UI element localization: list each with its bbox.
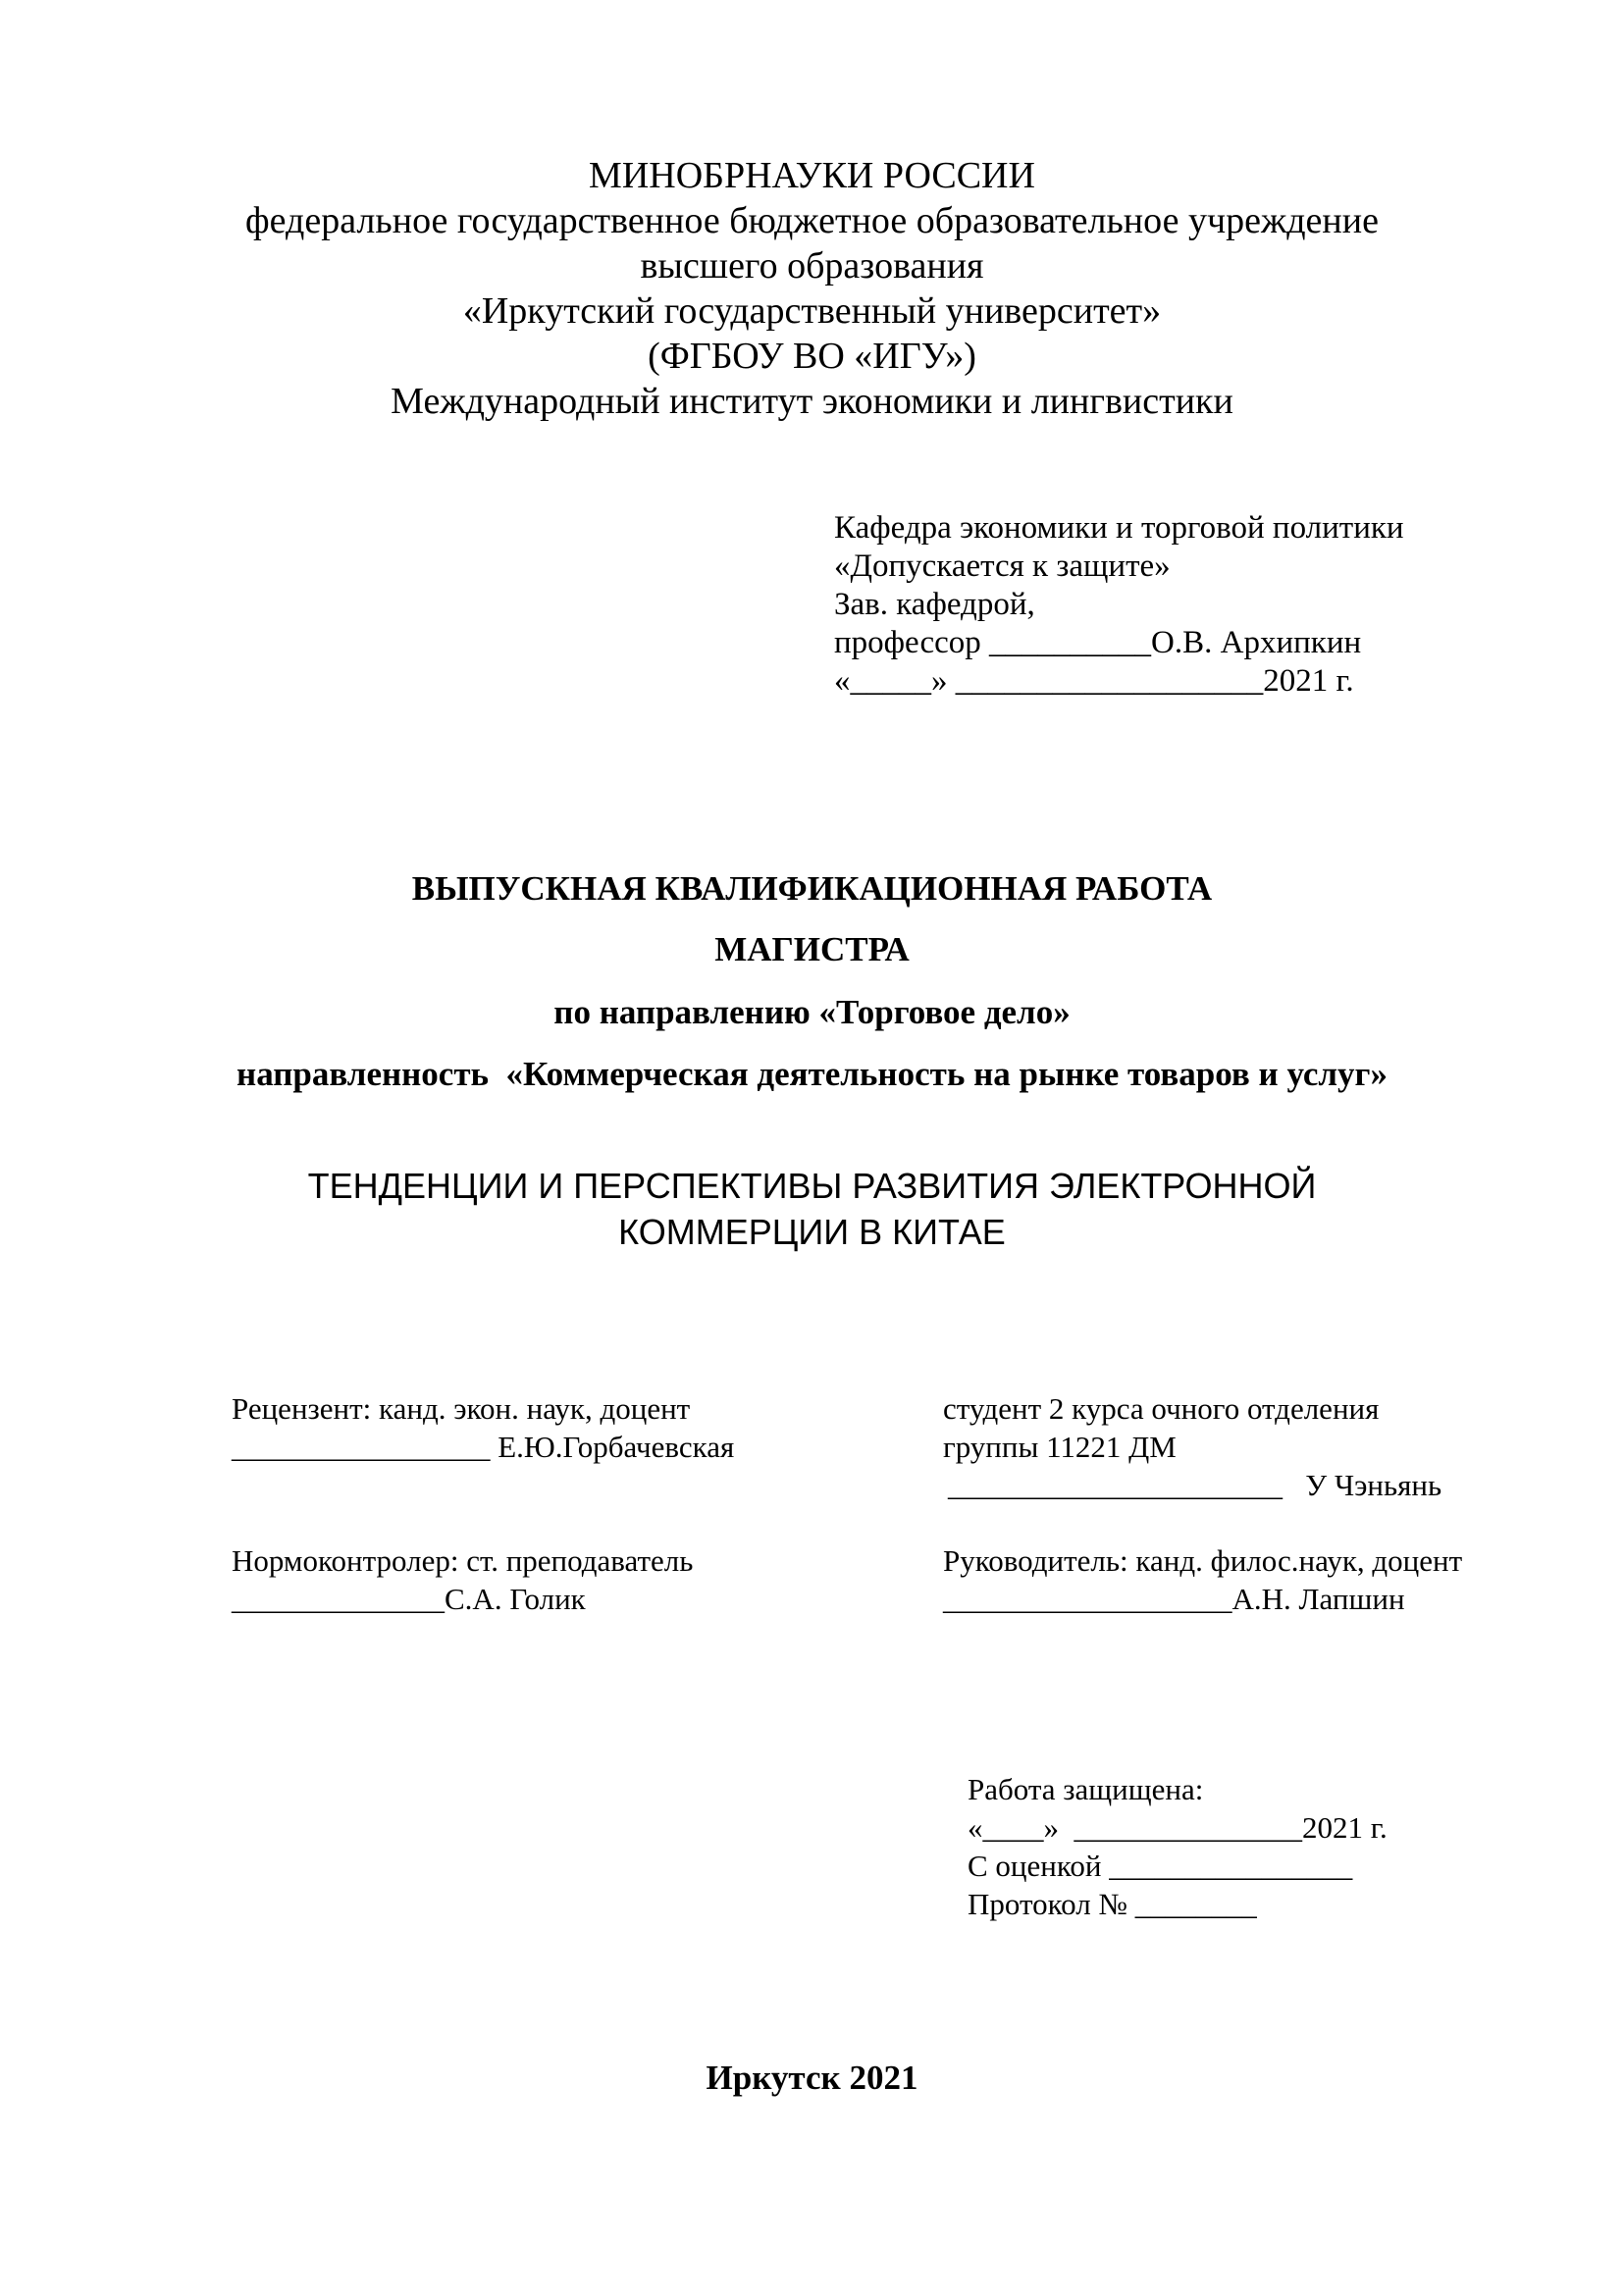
supervisor-title: Руководитель: канд. филос.наук, доцент bbox=[943, 1543, 1463, 1578]
work-type-line2: МАГИСТРА bbox=[714, 930, 910, 968]
education-level: высшего образования bbox=[640, 245, 984, 287]
student-signature: ______________________ У Чэньянь bbox=[948, 1468, 1442, 1502]
department-name: Кафедра экономики и торговой политики bbox=[834, 510, 1404, 546]
admitted-to-defense: «Допускается к защите» bbox=[834, 548, 1171, 584]
defense-protected: Работа защищена: bbox=[968, 1772, 1204, 1806]
institute-name: Международный институт экономики и лингвистики bbox=[391, 381, 1233, 422]
normcontroller-signature: ______________С.А. Голик bbox=[232, 1582, 586, 1616]
student-course: студент 2 курса очного отделения bbox=[943, 1391, 1380, 1426]
approval-date: «_____» ___________________2021 г. bbox=[834, 663, 1354, 699]
head-of-department-signature: профессор __________О.В. Архипкин bbox=[834, 625, 1362, 660]
study-specialization: направленность «Коммерческая деятельность на рынке товаров и услуг» bbox=[236, 1055, 1388, 1093]
university-abbreviation: (ФГБОУ ВО «ИГУ») bbox=[648, 336, 976, 377]
university-name: «Иркутский государственный университет» bbox=[462, 290, 1162, 332]
thesis-topic-line1: ТЕНДЕНЦИИ И ПЕРСПЕКТИВЫ РАЗВИТИЯ ЭЛЕКТРОННОЙ bbox=[307, 1166, 1317, 1206]
institution-type: федеральное государственное бюджетное образовательное учреждение bbox=[245, 200, 1379, 241]
ministry-name: МИНОБРНАУКИ РОССИИ bbox=[589, 155, 1035, 196]
study-direction: по направлению «Торговое дело» bbox=[553, 993, 1071, 1031]
work-type-line1: ВЫПУСКНАЯ КВАЛИФИКАЦИОННАЯ РАБОТА bbox=[411, 869, 1213, 908]
defense-grade: С оценкой ________________ bbox=[968, 1849, 1353, 1883]
city-year: Иркутск 2021 bbox=[706, 2059, 918, 2097]
head-of-department-title: Зав. кафедрой, bbox=[834, 587, 1035, 622]
defense-date: «____» _______________2021 г. bbox=[968, 1810, 1388, 1845]
reviewer-signature: _________________ Е.Ю.Горбачевская bbox=[232, 1430, 735, 1464]
defense-protocol: Протокол № ________ bbox=[968, 1887, 1257, 1921]
reviewer-title: Рецензент: канд. экон. наук, доцент bbox=[232, 1391, 691, 1426]
thesis-topic-line2: КОММЕРЦИИ В КИТАЕ bbox=[618, 1212, 1006, 1252]
supervisor-signature: ___________________А.Н. Лапшин bbox=[943, 1582, 1405, 1616]
student-group: группы 11221 ДМ bbox=[943, 1430, 1177, 1464]
normcontroller-title: Нормоконтролер: ст. преподаватель bbox=[232, 1543, 694, 1578]
